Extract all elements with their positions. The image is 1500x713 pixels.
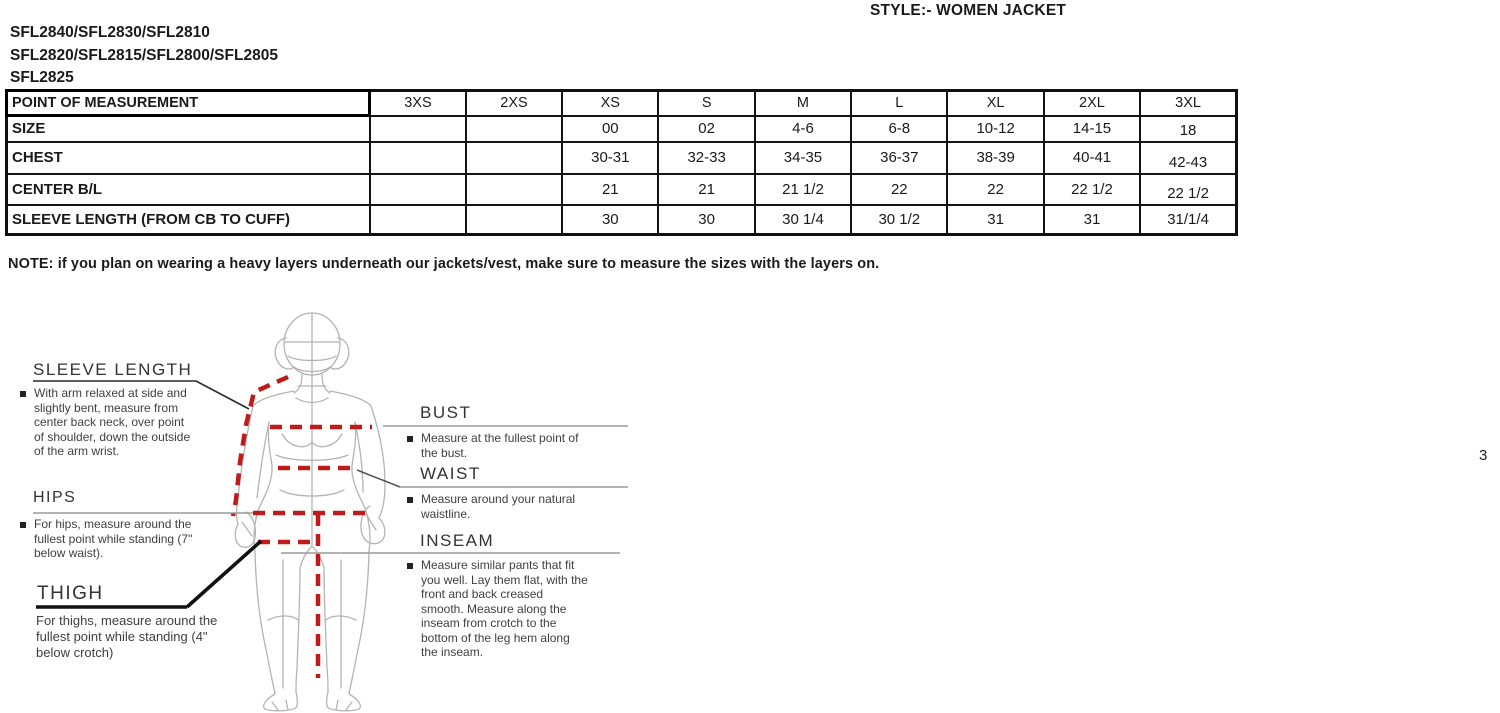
row-label: CHEST [7, 142, 370, 174]
measurement-cell: 30 1/4 [755, 205, 851, 235]
sleeve-measure-line [233, 377, 288, 516]
measurement-cell: 40-41 [1044, 142, 1140, 174]
measurement-cell: 4-6 [755, 116, 851, 142]
measurement-cell: 21 [658, 174, 754, 205]
guide-body-inseam [407, 558, 589, 660]
measurement-cell: 34-35 [755, 142, 851, 174]
measurement-cell: 30 1/2 [851, 205, 947, 235]
measurement-cell: 42-43 [1140, 142, 1236, 174]
table-row [7, 205, 1237, 235]
bullet-square-icon [407, 497, 413, 503]
column-header-2xs: 2XS [466, 91, 562, 116]
guide-body-bust [407, 431, 589, 460]
measurement-cell [466, 205, 562, 235]
measurement-cell: 31 [1044, 205, 1140, 235]
guide-description: For thighs, measure around the fullest point while standing (4" below crotch) [36, 613, 218, 660]
column-header-s: S [658, 91, 754, 116]
measurement-cell: 30-31 [562, 142, 658, 174]
measurement-cell: 21 [562, 174, 658, 205]
measurement-cell [370, 174, 466, 205]
guide-body-hips [20, 517, 196, 561]
bullet-square-icon [20, 522, 26, 528]
style-code-line-1: SFL2840/SFL2830/SFL2810 [10, 24, 210, 41]
column-header-3xl: 3XL [1140, 91, 1236, 116]
guide-description: With arm relaxed at side and slightly bent, measure from center back neck, over point of shoulder, down the outside of the arm wrist. [34, 386, 191, 458]
measurement-cell: 14-15 [1044, 116, 1140, 142]
measurement-cell: 22 [947, 174, 1043, 205]
thigh-leader-line [187, 541, 261, 607]
table-header-row [7, 91, 1237, 116]
row-label: CENTER B/L [7, 174, 370, 205]
row-label: SIZE [7, 116, 370, 142]
bullet-square-icon [20, 391, 26, 397]
measurement-cell: 22 1/2 [1140, 174, 1236, 205]
body-figure-icon [235, 313, 385, 711]
guide-description: For hips, measure around the fullest point while standing (7" below waist). [34, 517, 193, 560]
guide-title-sleeve-length: SLEEVE LENGTH [33, 360, 193, 379]
column-header-point-of-measurement: POINT OF MEASUREMENT [7, 91, 370, 116]
measurement-cell [466, 142, 562, 174]
style-title: STYLE:- WOMEN JACKET [870, 2, 1067, 19]
measurement-lines [233, 377, 372, 678]
guide-description: Measure at the fullest point of the bust. [421, 431, 579, 460]
guide-title-thigh: THIGH [37, 583, 104, 604]
measurement-cell: 22 [851, 174, 947, 205]
size-chart-table [5, 89, 1238, 236]
measurement-cell [370, 205, 466, 235]
measurement-cell: 00 [562, 116, 658, 142]
guide-description: Measure similar pants that fit you well. Lay them flat, with the front and back creased smooth. Measure along the inseam from crotch to the bottom of the leg hem along the inseam. [421, 558, 588, 659]
measurement-cell: 21 1/2 [755, 174, 851, 205]
column-header-xs: XS [562, 91, 658, 116]
table-row [7, 116, 1237, 142]
measurement-cell: 22 1/2 [1044, 174, 1140, 205]
column-header-2xl: 2XL [1044, 91, 1140, 116]
column-header-m: M [755, 91, 851, 116]
measurement-cell: 18 [1140, 116, 1236, 142]
bullet-square-icon [407, 563, 413, 569]
waist-leader-line [357, 470, 400, 487]
measurement-cell: 30 [658, 205, 754, 235]
measurement-cell: 02 [658, 116, 754, 142]
guide-title-inseam: INSEAM [420, 531, 495, 550]
column-header-3xs: 3XS [370, 91, 466, 116]
style-codes [10, 22, 278, 90]
column-header-xl: XL [947, 91, 1043, 116]
guide-title-waist: WAIST [420, 464, 481, 483]
measurement-cell: 30 [562, 205, 658, 235]
measurement-cell: 10-12 [947, 116, 1043, 142]
guide-description: Measure around your natural waistline. [421, 492, 576, 521]
measurement-cell [370, 116, 466, 142]
measurement-cell: 36-37 [851, 142, 947, 174]
guide-body-waist [407, 492, 589, 521]
bullet-square-icon [407, 436, 413, 442]
measurement-cell: 31 [947, 205, 1043, 235]
page-number: 3 [1479, 447, 1488, 464]
measurement-cell: 32-33 [658, 142, 754, 174]
guide-title-bust: BUST [420, 403, 472, 422]
row-label: SLEEVE LENGTH (FROM CB TO CUFF) [7, 205, 370, 235]
column-header-l: L [851, 91, 947, 116]
measurement-cell: 31/1/4 [1140, 205, 1236, 235]
measurement-cell [466, 174, 562, 205]
measurement-cell [370, 142, 466, 174]
measurement-cell: 38-39 [947, 142, 1043, 174]
measurement-cell [466, 116, 562, 142]
table-row [7, 142, 1237, 174]
guide-body-sleeve-length [20, 386, 192, 459]
style-code-line-3: SFL2825 [10, 69, 74, 86]
table-row [7, 174, 1237, 205]
style-code-line-2: SFL2820/SFL2815/SFL2800/SFL2805 [10, 46, 278, 64]
guide-title-hips: HIPS [33, 489, 77, 506]
measurement-cell: 6-8 [851, 116, 947, 142]
sleeve-leader-line [196, 381, 249, 409]
guide-body-thigh [36, 613, 228, 661]
note-text: NOTE: if you plan on wearing a heavy layers underneath our jackets/vest, make sure to measure the sizes with the layers on. [8, 256, 880, 272]
